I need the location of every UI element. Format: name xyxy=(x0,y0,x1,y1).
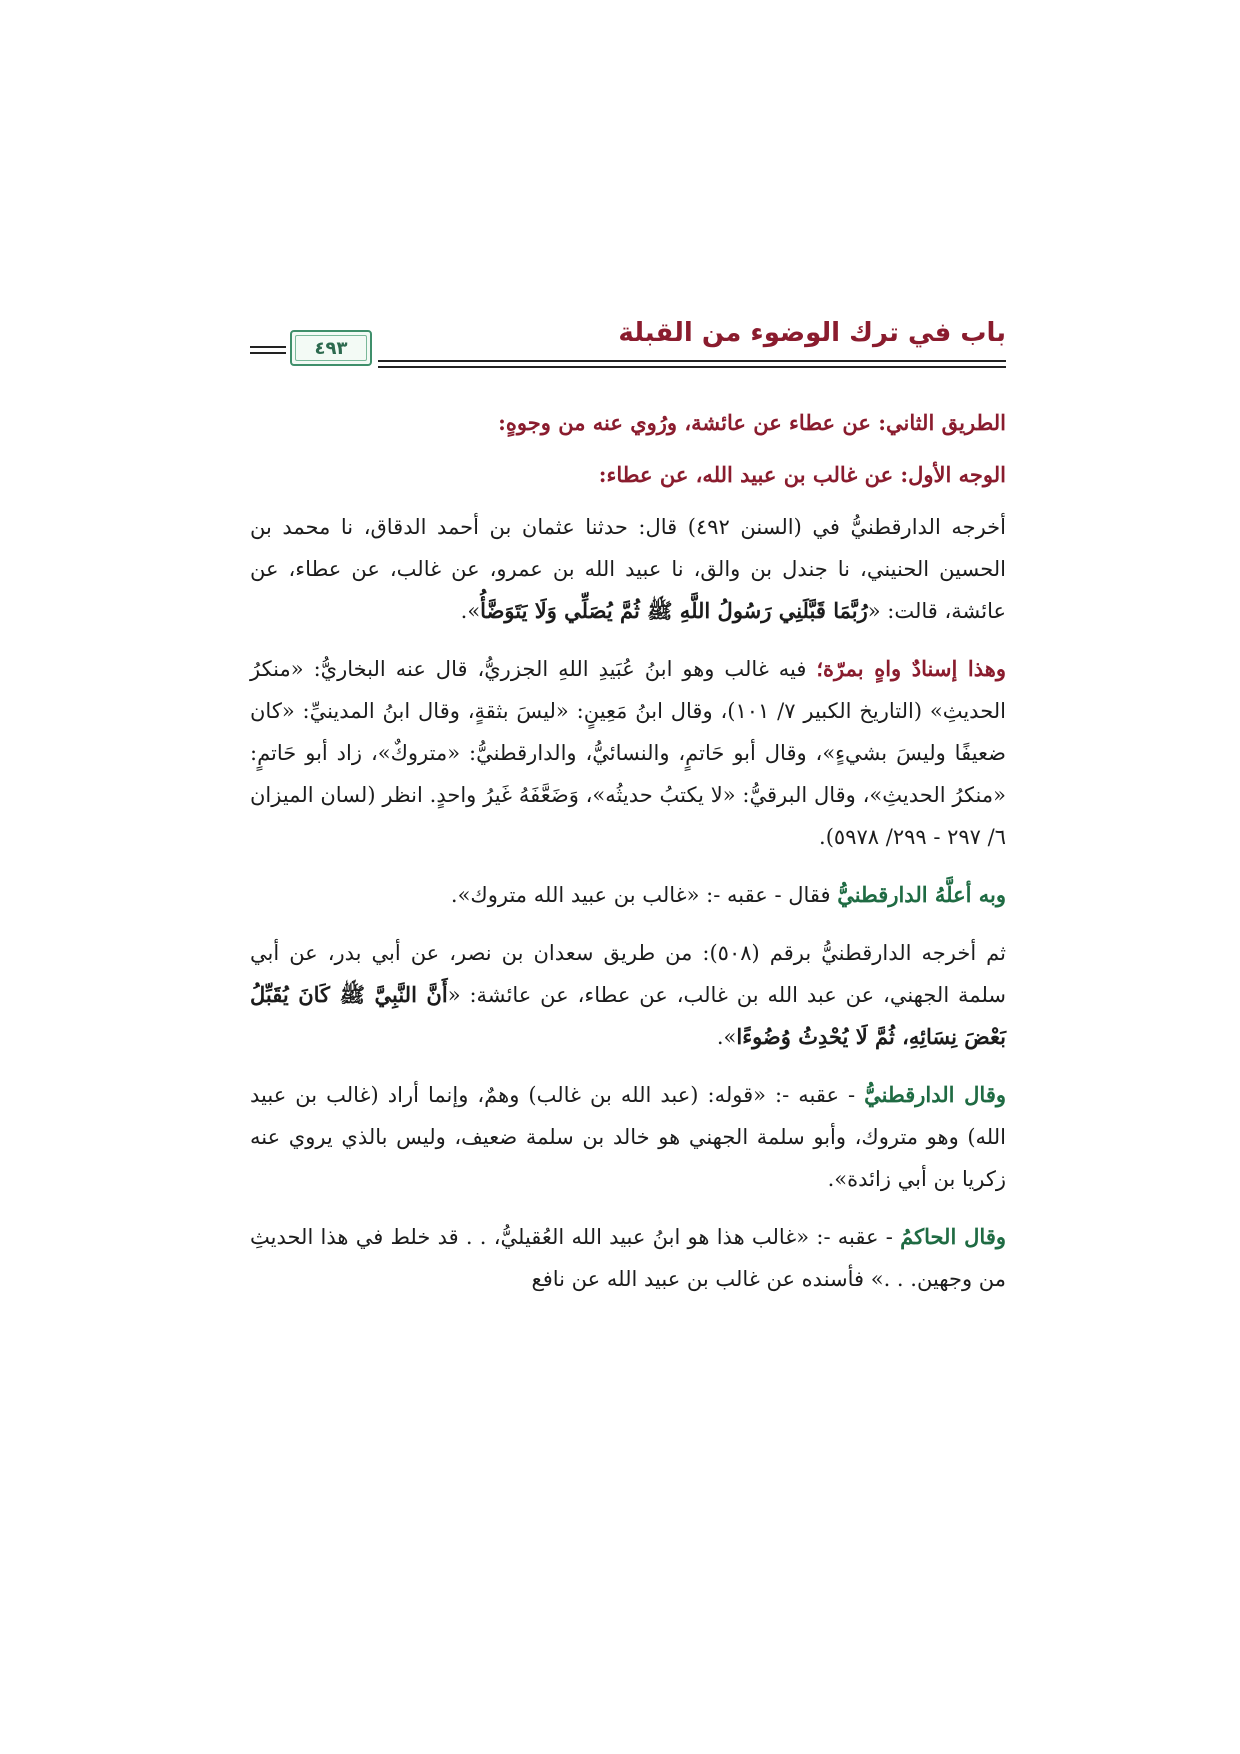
paragraph-3 xyxy=(250,874,1006,916)
quote-close: ». xyxy=(716,1025,737,1049)
page-body xyxy=(250,402,1006,1316)
header-rule-top xyxy=(378,360,1006,362)
page-number: ٤٩٣ xyxy=(314,337,348,359)
paragraph-text: فقال - عقبه -: «غالب بن عبيد الله متروك». xyxy=(450,883,838,907)
paragraph-text: فيه غالب وهو ابنُ عُبَيدِ اللهِ الجزريُّ، قال عنه البخاريُّ: «منكرُ الحديثِ» (التاريخ الكبير ٧/ ١٠١)، وقال ابنُ مَعِينٍ: «ليسَ بثقةٍ، وقال ابنُ المدينيِّ: «كان ضعيفًا وليسَ بشيءٍ»، وقال أبو حَاتمٍ، والنسائيُّ، والدارقطنيُّ: «متروكٌ»، زاد أبو حَاتمٍ: «منكرُ الحديثِ»، وقال البرقيُّ: «لا يكتبُ حديثُه»، وَضَعَّفَهُ غَيرُ واحدٍ. انظر (لسان الميزان ٦/ ٢٩٧ - ٢٩٩/ ٥٩٧٨). xyxy=(250,657,1006,849)
paragraph-text: ثم أخرجه الدارقطنيُّ برقم (٥٠٨): من طريق سعدان بن نصر، عن أبي بدر، عن أبي سلمة الجهني، عن عبد الله بن غالب، عن عطاء، عن عائشة: « xyxy=(250,941,1006,1007)
paragraph-2 xyxy=(250,648,1006,858)
header-rule-bottom xyxy=(378,366,1006,368)
paragraph-lead: وقال الدارقطنيُّ xyxy=(864,1082,1007,1107)
header-rule-left-bottom xyxy=(250,352,286,354)
paragraph-text: - عقبه -: «قوله: (عبد الله بن غالب) وهمٌ، وإنما أراد (غالب بن عبيد الله) وهو متروك، وأبو سلمة الجهني هو خالد بن سلمة ضعيف، وليس بالذي يروي عنه زكريا بن أبي زائدة». xyxy=(250,1083,1006,1191)
subsection-heading: الوجه الأول: عن غالب بن عبيد الله، عن عطاء: xyxy=(598,462,1006,487)
page-number-badge xyxy=(290,330,372,366)
quote-close: ». xyxy=(460,599,481,623)
paragraph-6 xyxy=(250,1216,1006,1300)
paragraph-4 xyxy=(250,932,1006,1058)
page-header xyxy=(250,300,1006,380)
paragraph-5 xyxy=(250,1074,1006,1200)
header-rule-left-top xyxy=(250,346,286,348)
section-heading: الطريق الثاني: عن عطاء عن عائشة، ورُوي عنه من وجوهٍ: xyxy=(498,410,1006,435)
hadith-quote: رُبَّمَا قَبَّلَنِي رَسُولُ اللَّهِ ﷺ ثُمَّ يُصَلِّي وَلَا يَتَوَضَّأُ xyxy=(480,598,868,623)
paragraph-text: - عقبه -: «غالب هذا هو ابنُ عبيد الله العُقيليُّ، . . قد خلط في هذا الحديثِ من وجهين. . .» فأسنده عن غالب بن عبيد الله عن نافع xyxy=(250,1225,1006,1291)
paragraph-lead: وهذا إسنادٌ واهٍ بمرّة؛ xyxy=(816,656,1006,681)
chapter-title: باب في ترك الوضوء من القبلة xyxy=(618,318,1006,348)
paragraph-text: أخرجه الدارقطنيُّ في (السنن ٤٩٢) قال: حدثنا عثمان بن أحمد الدقاق، نا محمد بن الحسين الحنيني، نا جندل بن والق، نا عبيد الله بن عمرو، عن غالب، عن عطاء، عن عائشة، قالت: « xyxy=(250,515,1006,623)
paragraph-lead: وبه أعلَّهُ الدارقطنيُّ xyxy=(837,882,1006,907)
paragraph-lead: وقال الحاكمُ xyxy=(900,1224,1006,1249)
paragraph-1 xyxy=(250,506,1006,632)
hadith-quote: أَنَّ النَّبِيَّ ﷺ كَانَ يُقَبِّلُ بَعْضَ نِسَائِهِ، ثُمَّ لَا يُحْدِثُ وُضُوءًا xyxy=(250,982,1006,1049)
